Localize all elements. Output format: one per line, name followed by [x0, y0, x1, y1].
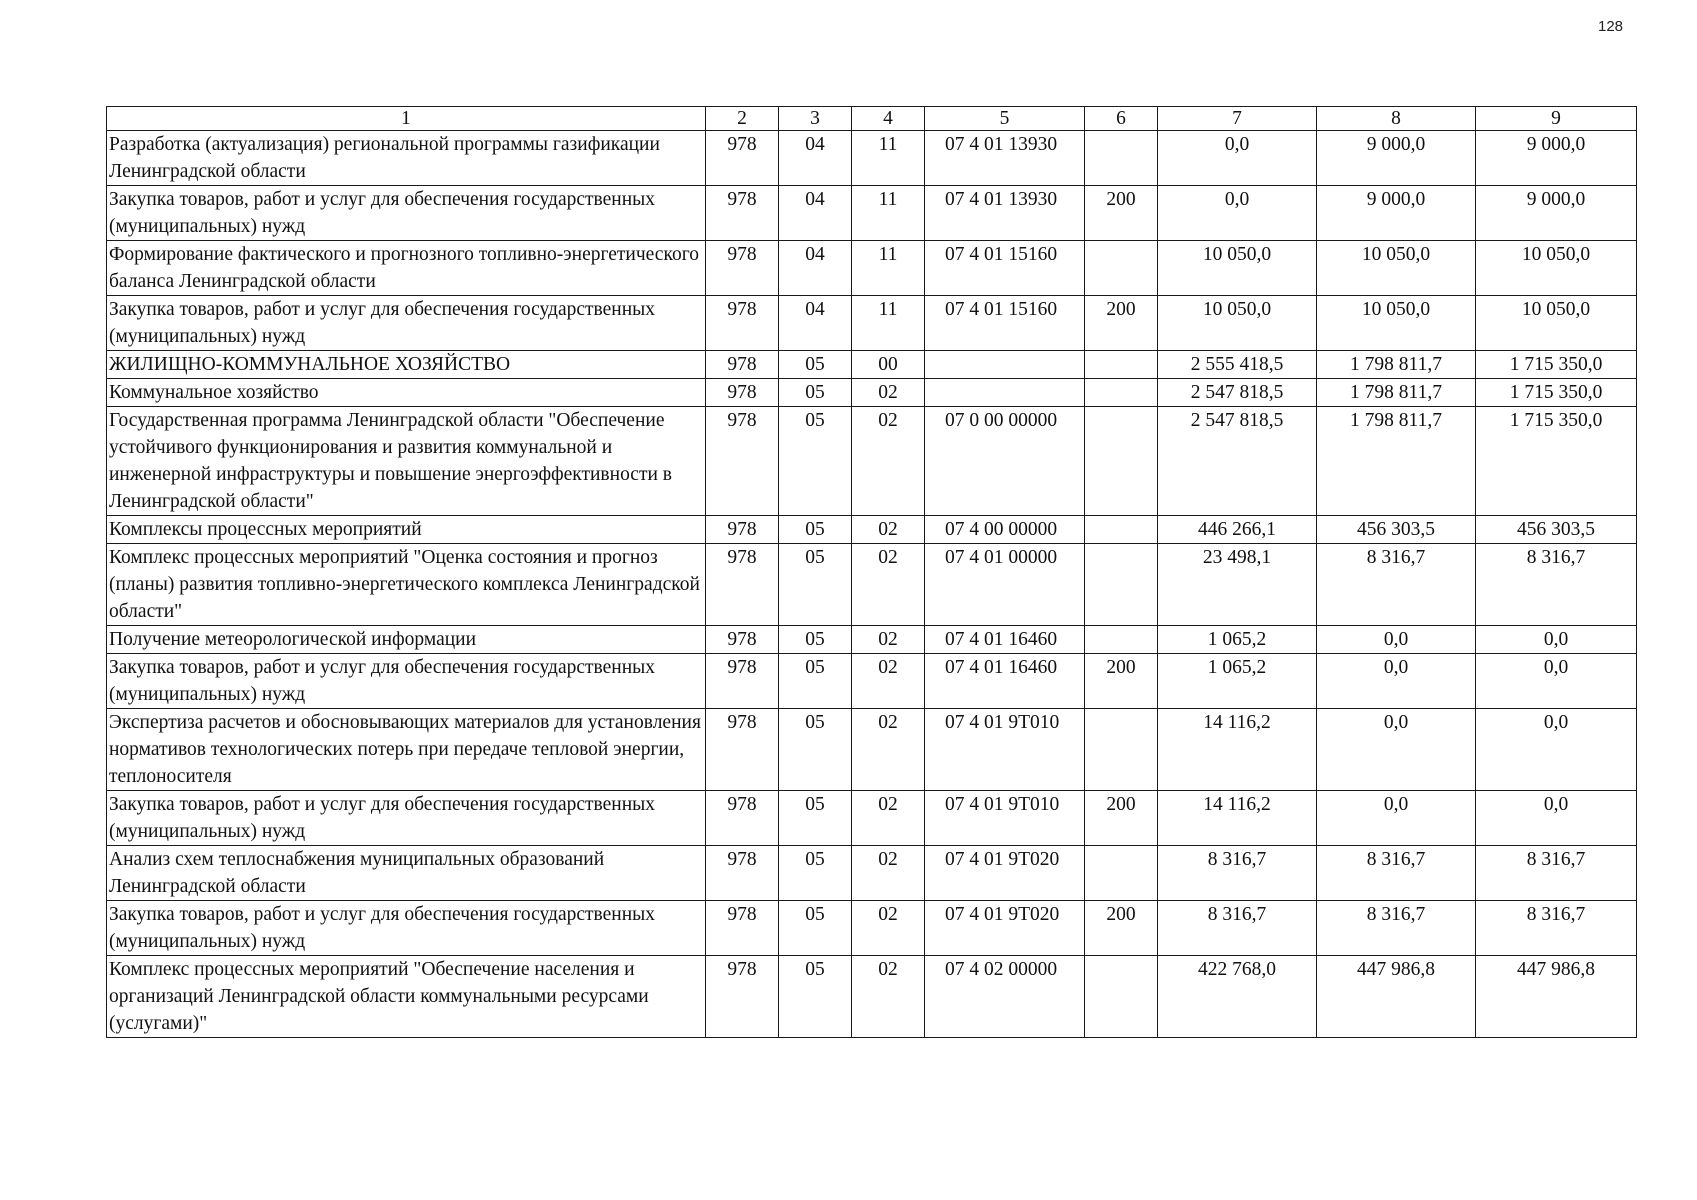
column-header: 1: [107, 107, 706, 131]
expense-type-cell: [1085, 379, 1158, 407]
amount-year1-cell: 446 266,1: [1158, 516, 1317, 544]
target-article-cell: [925, 351, 1085, 379]
subsection-cell: 02: [852, 544, 925, 626]
admin-code-cell: 978: [706, 791, 779, 846]
section-cell: 05: [779, 709, 852, 791]
subsection-cell: 02: [852, 626, 925, 654]
admin-code-cell: 978: [706, 626, 779, 654]
amount-year2-cell: 1 798 811,7: [1317, 407, 1476, 516]
target-article-cell: 07 4 01 00000: [925, 544, 1085, 626]
admin-code-cell: 978: [706, 296, 779, 351]
subsection-cell: 02: [852, 516, 925, 544]
section-cell: 05: [779, 351, 852, 379]
amount-year1-cell: 2 547 818,5: [1158, 379, 1317, 407]
subsection-cell: 11: [852, 186, 925, 241]
subsection-cell: 02: [852, 379, 925, 407]
amount-year2-cell: 9 000,0: [1317, 186, 1476, 241]
column-header: 5: [925, 107, 1085, 131]
row-name-cell: Закупка товаров, работ и услуг для обеспечения государственных (муниципальных) нужд: [107, 186, 706, 241]
amount-year2-cell: 8 316,7: [1317, 846, 1476, 901]
admin-code-cell: 978: [706, 241, 779, 296]
amount-year2-cell: 1 798 811,7: [1317, 351, 1476, 379]
row-name-cell: Разработка (актуализация) региональной программы газификации Ленинградской области: [107, 131, 706, 186]
section-cell: 05: [779, 654, 852, 709]
amount-year1-cell: 10 050,0: [1158, 296, 1317, 351]
amount-year2-cell: 0,0: [1317, 654, 1476, 709]
subsection-cell: 02: [852, 407, 925, 516]
section-cell: 05: [779, 956, 852, 1038]
section-cell: 05: [779, 846, 852, 901]
expense-type-cell: 200: [1085, 654, 1158, 709]
column-header: 4: [852, 107, 925, 131]
amount-year1-cell: 1 065,2: [1158, 654, 1317, 709]
table-row: [107, 956, 1637, 1038]
amount-year2-cell: 10 050,0: [1317, 296, 1476, 351]
row-name-cell: Комплекс процессных мероприятий "Обеспечение населения и организаций Ленинградской области коммунальными ресурсами (услугами)": [107, 956, 706, 1038]
table-row: [107, 379, 1637, 407]
row-name-cell: Государственная программа Ленинградской области "Обеспечение устойчивого функционирования и развития коммунальной и инженерной инфраструктуры и повышение энергоэффективности в Ленинградской области": [107, 407, 706, 516]
target-article-cell: [925, 379, 1085, 407]
amount-year3-cell: 0,0: [1476, 654, 1637, 709]
table-row: [107, 407, 1637, 516]
admin-code-cell: 978: [706, 901, 779, 956]
admin-code-cell: 978: [706, 516, 779, 544]
header-row: [107, 107, 1637, 131]
table-body: [107, 131, 1637, 1038]
admin-code-cell: 978: [706, 407, 779, 516]
row-name-cell: Анализ схем теплоснабжения муниципальных образований Ленинградской области: [107, 846, 706, 901]
amount-year3-cell: 1 715 350,0: [1476, 407, 1637, 516]
table-row: [107, 186, 1637, 241]
subsection-cell: 11: [852, 241, 925, 296]
amount-year3-cell: 0,0: [1476, 626, 1637, 654]
admin-code-cell: 978: [706, 544, 779, 626]
amount-year3-cell: 10 050,0: [1476, 241, 1637, 296]
amount-year3-cell: 9 000,0: [1476, 186, 1637, 241]
target-article-cell: 07 4 01 9Т010: [925, 709, 1085, 791]
amount-year1-cell: 0,0: [1158, 131, 1317, 186]
amount-year3-cell: 1 715 350,0: [1476, 379, 1637, 407]
table-row: [107, 791, 1637, 846]
table-row: [107, 901, 1637, 956]
amount-year2-cell: 8 316,7: [1317, 901, 1476, 956]
row-name-cell: ЖИЛИЩНО-КОММУНАЛЬНОЕ ХОЗЯЙСТВО: [107, 351, 706, 379]
table-row: [107, 626, 1637, 654]
amount-year1-cell: 2 547 818,5: [1158, 407, 1317, 516]
subsection-cell: 02: [852, 901, 925, 956]
section-cell: 05: [779, 379, 852, 407]
amount-year2-cell: 9 000,0: [1317, 131, 1476, 186]
target-article-cell: 07 0 00 00000: [925, 407, 1085, 516]
section-cell: 05: [779, 407, 852, 516]
section-cell: 04: [779, 296, 852, 351]
section-cell: 05: [779, 791, 852, 846]
column-header: 9: [1476, 107, 1637, 131]
row-name-cell: Экспертиза расчетов и обосновывающих материалов для установления нормативов технологических потерь при передаче тепловой энергии, теплоносителя: [107, 709, 706, 791]
expense-type-cell: [1085, 131, 1158, 186]
expense-type-cell: 200: [1085, 296, 1158, 351]
amount-year3-cell: 9 000,0: [1476, 131, 1637, 186]
amount-year1-cell: 0,0: [1158, 186, 1317, 241]
section-cell: 04: [779, 186, 852, 241]
table-row: [107, 131, 1637, 186]
admin-code-cell: 978: [706, 846, 779, 901]
subsection-cell: 02: [852, 791, 925, 846]
table-row: [107, 241, 1637, 296]
subsection-cell: 02: [852, 654, 925, 709]
column-header: 2: [706, 107, 779, 131]
row-name-cell: Формирование фактического и прогнозного топливно-энергетического баланса Ленинградской области: [107, 241, 706, 296]
target-article-cell: 07 4 01 9Т010: [925, 791, 1085, 846]
amount-year1-cell: 14 116,2: [1158, 709, 1317, 791]
table-row: [107, 296, 1637, 351]
amount-year3-cell: 456 303,5: [1476, 516, 1637, 544]
expense-type-cell: [1085, 956, 1158, 1038]
table-row: [107, 654, 1637, 709]
subsection-cell: 02: [852, 956, 925, 1038]
target-article-cell: 07 4 01 16460: [925, 654, 1085, 709]
subsection-cell: 11: [852, 131, 925, 186]
amount-year2-cell: 10 050,0: [1317, 241, 1476, 296]
amount-year2-cell: 8 316,7: [1317, 544, 1476, 626]
amount-year1-cell: 10 050,0: [1158, 241, 1317, 296]
subsection-cell: 11: [852, 296, 925, 351]
expense-type-cell: [1085, 241, 1158, 296]
section-cell: 04: [779, 241, 852, 296]
section-cell: 05: [779, 901, 852, 956]
row-name-cell: Закупка товаров, работ и услуг для обеспечения государственных (муниципальных) нужд: [107, 296, 706, 351]
table-row: [107, 544, 1637, 626]
target-article-cell: 07 4 00 00000: [925, 516, 1085, 544]
expense-type-cell: 200: [1085, 791, 1158, 846]
section-cell: 05: [779, 544, 852, 626]
expense-type-cell: [1085, 407, 1158, 516]
table-row: [107, 351, 1637, 379]
amount-year2-cell: 0,0: [1317, 791, 1476, 846]
amount-year2-cell: 456 303,5: [1317, 516, 1476, 544]
admin-code-cell: 978: [706, 379, 779, 407]
amount-year1-cell: 8 316,7: [1158, 846, 1317, 901]
amount-year3-cell: 10 050,0: [1476, 296, 1637, 351]
expense-type-cell: 200: [1085, 901, 1158, 956]
amount-year1-cell: 2 555 418,5: [1158, 351, 1317, 379]
section-cell: 04: [779, 131, 852, 186]
column-header: 6: [1085, 107, 1158, 131]
row-name-cell: Закупка товаров, работ и услуг для обеспечения государственных (муниципальных) нужд: [107, 901, 706, 956]
amount-year3-cell: 8 316,7: [1476, 901, 1637, 956]
amount-year2-cell: 0,0: [1317, 626, 1476, 654]
expense-type-cell: [1085, 709, 1158, 791]
subsection-cell: 02: [852, 846, 925, 901]
amount-year3-cell: 1 715 350,0: [1476, 351, 1637, 379]
expense-type-cell: 200: [1085, 186, 1158, 241]
expense-type-cell: [1085, 544, 1158, 626]
target-article-cell: 07 4 01 15160: [925, 241, 1085, 296]
column-header: 3: [779, 107, 852, 131]
amount-year2-cell: 0,0: [1317, 709, 1476, 791]
row-name-cell: Получение метеорологической информации: [107, 626, 706, 654]
table-row: [107, 709, 1637, 791]
row-name-cell: Коммунальное хозяйство: [107, 379, 706, 407]
admin-code-cell: 978: [706, 351, 779, 379]
row-name-cell: Закупка товаров, работ и услуг для обеспечения государственных (муниципальных) нужд: [107, 654, 706, 709]
page-number: 128: [1598, 18, 1624, 35]
subsection-cell: 02: [852, 709, 925, 791]
table-row: [107, 846, 1637, 901]
amount-year1-cell: 23 498,1: [1158, 544, 1317, 626]
column-header: 7: [1158, 107, 1317, 131]
amount-year1-cell: 1 065,2: [1158, 626, 1317, 654]
admin-code-cell: 978: [706, 186, 779, 241]
amount-year2-cell: 1 798 811,7: [1317, 379, 1476, 407]
amount-year3-cell: 0,0: [1476, 709, 1637, 791]
section-cell: 05: [779, 516, 852, 544]
target-article-cell: 07 4 01 16460: [925, 626, 1085, 654]
row-name-cell: Закупка товаров, работ и услуг для обеспечения государственных (муниципальных) нужд: [107, 791, 706, 846]
expense-type-cell: [1085, 351, 1158, 379]
row-name-cell: Комплекс процессных мероприятий "Оценка состояния и прогноз (планы) развития топливно-энергетического комплекса Ленинградской области": [107, 544, 706, 626]
section-cell: 05: [779, 626, 852, 654]
target-article-cell: 07 4 01 15160: [925, 296, 1085, 351]
budget-table: [106, 106, 1637, 1038]
admin-code-cell: 978: [706, 131, 779, 186]
admin-code-cell: 978: [706, 956, 779, 1038]
amount-year3-cell: 0,0: [1476, 791, 1637, 846]
admin-code-cell: 978: [706, 654, 779, 709]
target-article-cell: 07 4 01 13930: [925, 131, 1085, 186]
row-name-cell: Комплексы процессных мероприятий: [107, 516, 706, 544]
target-article-cell: 07 4 02 00000: [925, 956, 1085, 1038]
expense-type-cell: [1085, 516, 1158, 544]
target-article-cell: 07 4 01 9Т020: [925, 846, 1085, 901]
amount-year3-cell: 8 316,7: [1476, 846, 1637, 901]
admin-code-cell: 978: [706, 709, 779, 791]
target-article-cell: 07 4 01 13930: [925, 186, 1085, 241]
subsection-cell: 00: [852, 351, 925, 379]
amount-year1-cell: 14 116,2: [1158, 791, 1317, 846]
amount-year3-cell: 8 316,7: [1476, 544, 1637, 626]
table-row: [107, 516, 1637, 544]
target-article-cell: 07 4 01 9Т020: [925, 901, 1085, 956]
amount-year1-cell: 8 316,7: [1158, 901, 1317, 956]
column-header: 8: [1317, 107, 1476, 131]
amount-year1-cell: 422 768,0: [1158, 956, 1317, 1038]
expense-type-cell: [1085, 626, 1158, 654]
amount-year3-cell: 447 986,8: [1476, 956, 1637, 1038]
amount-year2-cell: 447 986,8: [1317, 956, 1476, 1038]
expense-type-cell: [1085, 846, 1158, 901]
